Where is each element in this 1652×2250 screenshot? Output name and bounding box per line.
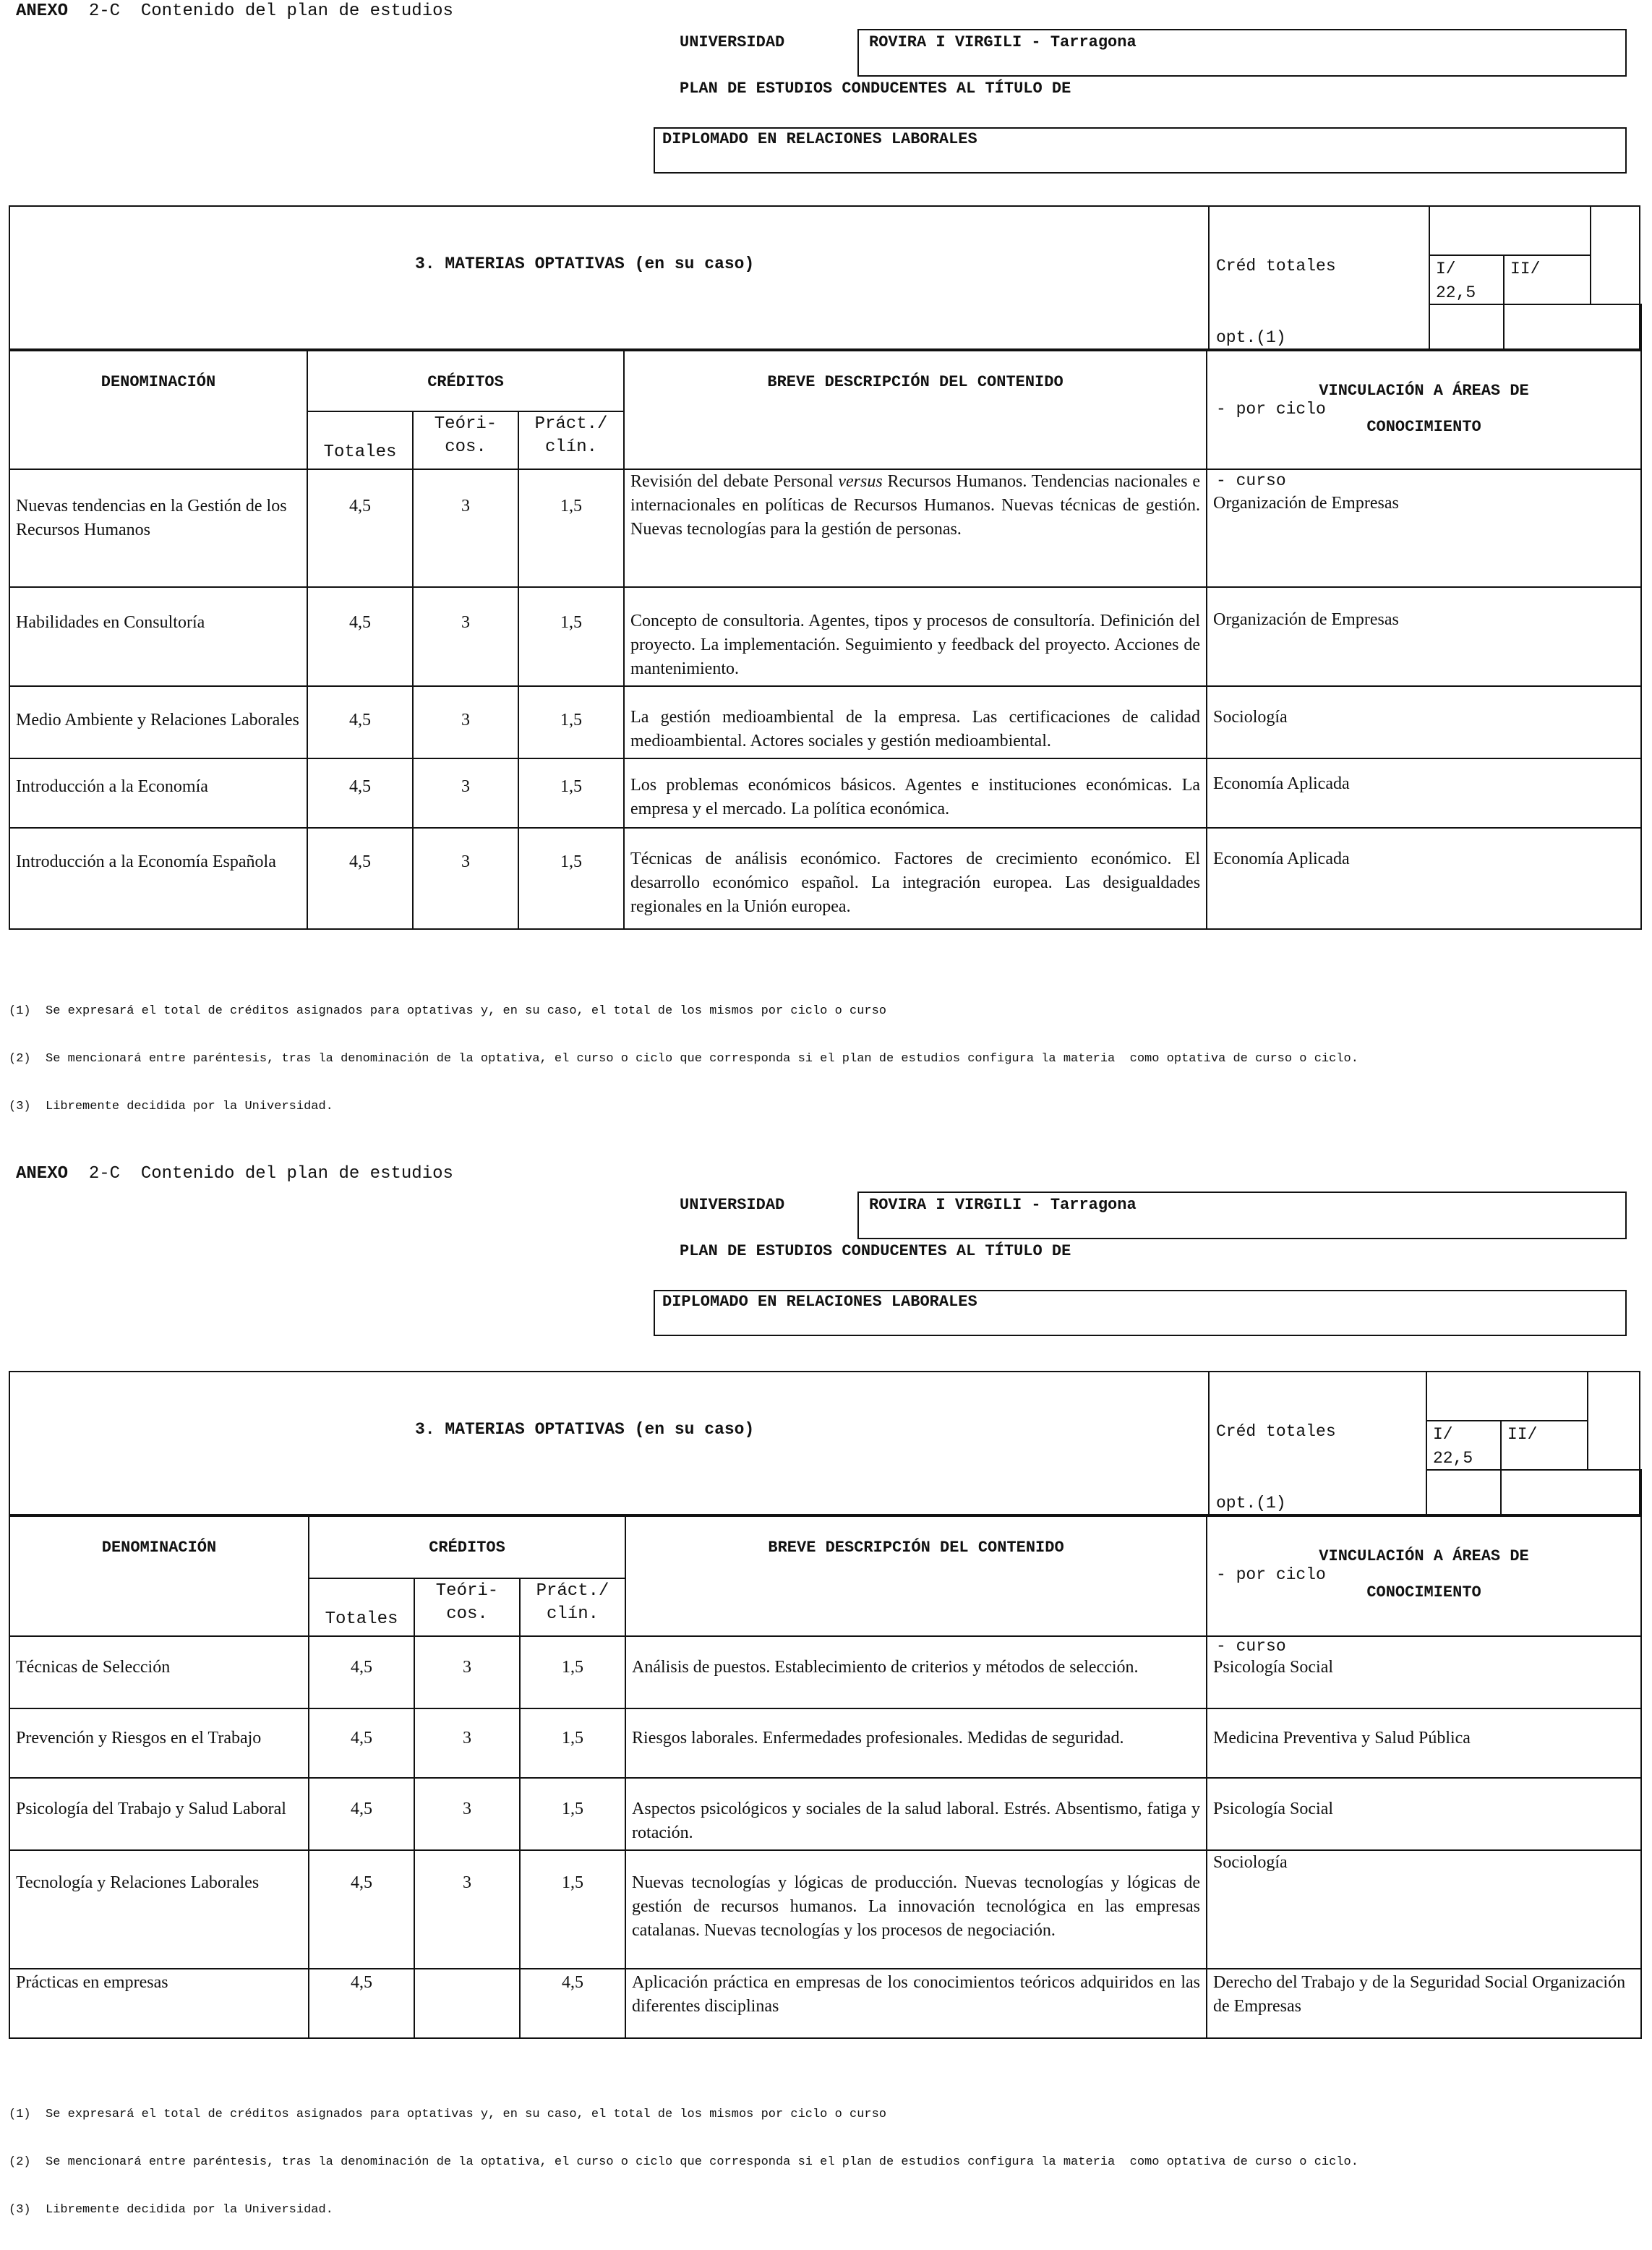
row-practicos: 1,5 bbox=[518, 469, 624, 587]
row-totales: 4,5 bbox=[309, 1778, 414, 1850]
ciclo-i-cell bbox=[1426, 1420, 1502, 1471]
row-denominacion: Nuevas tendencias en la Gestión de los Recursos Humanos bbox=[9, 469, 307, 587]
row-practicos: 1,5 bbox=[520, 1850, 625, 1969]
curso-i-cell bbox=[1429, 304, 1505, 350]
col-descripcion: BREVE DESCRIPCIÓN DEL CONTENIDO bbox=[625, 1516, 1207, 1636]
footnote-1: (1) Se expresará el total de créditos asignados para optativas y, en su caso, el total de los mismos por ciclo o curso bbox=[9, 1004, 886, 1018]
ciclo-ii-label: II/ bbox=[1507, 1425, 1538, 1444]
row-teoricos: 3 bbox=[414, 1636, 520, 1708]
row-descripcion: Riesgos laborales. Enfermedades profesionales. Medidas de seguridad. bbox=[625, 1708, 1207, 1778]
cred-line-2: opt.(1) bbox=[1216, 328, 1286, 347]
footnotes bbox=[9, 2075, 1358, 2250]
ciclo-i-cell bbox=[1429, 254, 1505, 305]
row-area: Organización de Empresas bbox=[1207, 587, 1641, 686]
col-vinculacion: VINCULACIÓN A ÁREAS DE CONOCIMIENTO bbox=[1207, 1516, 1641, 1636]
row-totales: 4,5 bbox=[307, 686, 413, 758]
row-practicos: 4,5 bbox=[520, 1969, 625, 2038]
row-area: Derecho del Trabajo y de la Seguridad Social Organización de Empresas bbox=[1207, 1969, 1641, 2038]
row-teoricos: 3 bbox=[413, 686, 518, 758]
footnote-1: (1) Se expresará el total de créditos asignados para optativas y, en su caso, el total de los mismos por ciclo o curso bbox=[9, 2108, 886, 2121]
page-section-2 bbox=[0, 1163, 1652, 2233]
plan-label: PLAN DE ESTUDIOS CONDUCENTES AL TÍTULO DE bbox=[680, 1242, 1071, 1260]
page-section-1 bbox=[0, 0, 1652, 1113]
divider bbox=[1208, 207, 1210, 348]
universidad-label: UNIVERSIDAD bbox=[680, 33, 785, 51]
row-descripcion: Aplicación práctica en empresas de los conocimientos teóricos adquiridos en las diferentes disciplinas bbox=[625, 1969, 1207, 2038]
col-totales: Totales bbox=[309, 1578, 414, 1636]
row-descripcion: Aspectos psicológicos y sociales de la salud laboral. Estrés. Absentismo, fatiga y rotación. bbox=[625, 1778, 1207, 1850]
anexo-heading: ANEXO 2-C Contenido del plan de estudios bbox=[16, 1, 453, 21]
row-denominacion: Técnicas de Selección bbox=[9, 1636, 309, 1708]
footnote-2: (2) Se mencionará entre paréntesis, tras la denominación de la optativa, el curso o ciclo que corresponda si el plan de estudios configura la materia como optativa de curso o ciclo. bbox=[9, 1052, 1358, 1066]
row-teoricos: 3 bbox=[413, 587, 518, 686]
ciclo-i-label: I/ bbox=[1433, 1425, 1453, 1444]
col-creditos: CRÉDITOS bbox=[309, 1516, 625, 1578]
col-creditos: CRÉDITOS bbox=[307, 351, 624, 411]
curso-i-cell bbox=[1426, 1469, 1502, 1515]
col-practicos: Práct./ clín. bbox=[520, 1578, 625, 1636]
materias-table-1 bbox=[9, 350, 1642, 930]
row-practicos: 1,5 bbox=[520, 1708, 625, 1778]
materias-table-2 bbox=[9, 1515, 1642, 2039]
row-area: Sociología bbox=[1207, 1850, 1641, 1969]
table-row bbox=[9, 686, 1641, 758]
ciclo-ii-cell bbox=[1500, 1420, 1588, 1471]
table-row bbox=[9, 1969, 1641, 2038]
row-teoricos: 3 bbox=[414, 1708, 520, 1778]
row-area: Psicología Social bbox=[1207, 1636, 1641, 1708]
row-teoricos: 3 bbox=[413, 828, 518, 929]
row-descripcion: Técnicas de análisis económico. Factores de crecimiento económico. El desarrollo económico español. La integración europea. Las desigualdades regionales en la Unión europea. bbox=[624, 828, 1207, 929]
row-teoricos: 3 bbox=[414, 1778, 520, 1850]
cred-line-1: Créd totales bbox=[1216, 257, 1336, 275]
curso-ii-cell bbox=[1500, 1469, 1642, 1515]
col-denominacion: DENOMINACIÓN bbox=[9, 351, 307, 469]
ciclo-i-value: 22,5 bbox=[1436, 283, 1476, 302]
cred-line-2: opt.(1) bbox=[1216, 1494, 1286, 1513]
universidad-value: ROVIRA I VIRGILI - Tarragona bbox=[869, 33, 1137, 51]
row-practicos: 1,5 bbox=[520, 1778, 625, 1850]
row-totales: 4,5 bbox=[307, 828, 413, 929]
col-practicos: Práct./ clín. bbox=[518, 411, 624, 469]
cred-line-3: - por ciclo bbox=[1216, 1565, 1326, 1584]
row-denominacion: Medio Ambiente y Relaciones Laborales bbox=[9, 686, 307, 758]
row-totales: 4,5 bbox=[307, 469, 413, 587]
section-title: 3. MATERIAS OPTATIVAS (en su caso) bbox=[415, 1420, 755, 1439]
cred-line-4: - curso bbox=[1216, 471, 1286, 490]
universidad-box bbox=[857, 1192, 1627, 1239]
cred-line-1: Créd totales bbox=[1216, 1422, 1336, 1441]
row-totales: 4,5 bbox=[307, 587, 413, 686]
row-totales: 4,5 bbox=[307, 758, 413, 828]
row-descripcion: Los problemas económicos básicos. Agentes e instituciones económicas. La empresa y el mercado. La política económica. bbox=[624, 758, 1207, 828]
universidad-label: UNIVERSIDAD bbox=[680, 1196, 785, 1214]
row-practicos: 1,5 bbox=[518, 828, 624, 929]
row-teoricos: 3 bbox=[413, 469, 518, 587]
row-practicos: 1,5 bbox=[518, 587, 624, 686]
col-vinculacion: VINCULACIÓN A ÁREAS DE CONOCIMIENTO bbox=[1207, 351, 1641, 469]
table-row bbox=[9, 1636, 1641, 1708]
titulo-value: DIPLOMADO EN RELACIONES LABORALES bbox=[662, 130, 977, 148]
col-denominacion: DENOMINACIÓN bbox=[9, 1516, 309, 1636]
row-area: Organización de Empresas bbox=[1207, 469, 1641, 587]
row-denominacion: Prácticas en empresas bbox=[9, 1969, 309, 2038]
ciclo-i-value: 22,5 bbox=[1433, 1449, 1473, 1468]
footnote-3: (3) Libremente decidida por la Universidad. bbox=[9, 1100, 333, 1113]
ciclo-i-label: I/ bbox=[1436, 260, 1456, 278]
row-descripcion: Nuevas tecnologías y lógicas de producción. Nuevas tecnologías y lógicas de gestión de recursos humanos. La innovación tecnológica en las empresas catalanas. Nuevas tecnologías y los procesos de negociación. bbox=[625, 1850, 1207, 1969]
row-totales: 4,5 bbox=[309, 1969, 414, 2038]
cred-line-4: - curso bbox=[1216, 1637, 1286, 1656]
row-teoricos: 3 bbox=[414, 1850, 520, 1969]
italic-word: versus bbox=[838, 472, 883, 491]
row-denominacion: Prevención y Riesgos en el Trabajo bbox=[9, 1708, 309, 1778]
table-row bbox=[9, 1708, 1641, 1778]
table-row bbox=[9, 587, 1641, 686]
ciclo-ii-label: II/ bbox=[1510, 260, 1541, 278]
cred-top-cell bbox=[1426, 1371, 1588, 1421]
row-teoricos: 3 bbox=[413, 758, 518, 828]
curso-ii-cell bbox=[1503, 304, 1642, 350]
row-practicos: 1,5 bbox=[518, 686, 624, 758]
cred-line-3: - por ciclo bbox=[1216, 400, 1326, 419]
row-area: Sociología bbox=[1207, 686, 1641, 758]
row-practicos: 1,5 bbox=[518, 758, 624, 828]
row-descripcion: Concepto de consultoria. Agentes, tipos y procesos de consultoría. Definición del proyecto. La implementación. Seguimiento y feedback del proyecto. Acciones de mantenimiento. bbox=[624, 587, 1207, 686]
cred-top-cell bbox=[1429, 205, 1591, 256]
row-totales: 4,5 bbox=[309, 1850, 414, 1969]
table-row bbox=[9, 469, 1641, 587]
plan-label: PLAN DE ESTUDIOS CONDUCENTES AL TÍTULO DE bbox=[680, 80, 1071, 98]
row-denominacion: Habilidades en Consultoría bbox=[9, 587, 307, 686]
row-area: Medicina Preventiva y Salud Pública bbox=[1207, 1708, 1641, 1778]
col-descripcion: BREVE DESCRIPCIÓN DEL CONTENIDO bbox=[624, 351, 1207, 469]
row-descripcion: Análisis de puestos. Establecimiento de criterios y métodos de selección. bbox=[625, 1636, 1207, 1708]
table-row bbox=[9, 758, 1641, 828]
row-descripcion: Revisión del debate Personal versus Recursos Humanos. Tendencias nacionales e internacionales en políticas de Recursos Humanos. Nuevas técnicas de gestión. Nuevas tecnologías para la gestión de personas. bbox=[624, 469, 1207, 587]
row-area: Economía Aplicada bbox=[1207, 758, 1641, 828]
section-title: 3. MATERIAS OPTATIVAS (en su caso) bbox=[415, 254, 755, 273]
table-row bbox=[9, 828, 1641, 929]
row-denominacion: Introducción a la Economía bbox=[9, 758, 307, 828]
col-teoricos: Teóri- cos. bbox=[414, 1578, 520, 1636]
row-descripcion: La gestión medioambiental de la empresa. Las certificaciones de calidad medioambiental. Actores sociales y gestión medioambiental. bbox=[624, 686, 1207, 758]
universidad-box bbox=[857, 29, 1627, 77]
footnote-2: (2) Se mencionará entre paréntesis, tras la denominación de la optativa, el curso o ciclo que corresponda si el plan de estudios configura la materia como optativa de curso o ciclo. bbox=[9, 2155, 1358, 2169]
row-practicos: 1,5 bbox=[520, 1636, 625, 1708]
ciclo-ii-cell bbox=[1503, 254, 1591, 305]
col-teoricos: Teóri- cos. bbox=[413, 411, 518, 469]
universidad-value: ROVIRA I VIRGILI - Tarragona bbox=[869, 1196, 1137, 1214]
row-denominacion: Tecnología y Relaciones Laborales bbox=[9, 1850, 309, 1969]
col-totales: Totales bbox=[307, 411, 413, 469]
row-area: Economía Aplicada bbox=[1207, 828, 1641, 929]
divider bbox=[1208, 1372, 1210, 1514]
footnote-3: (3) Libremente decidida por la Universidad. bbox=[9, 2203, 333, 2217]
titulo-box bbox=[654, 1290, 1627, 1336]
row-denominacion: Psicología del Trabajo y Salud Laboral bbox=[9, 1778, 309, 1850]
footnotes bbox=[9, 972, 1358, 1147]
row-totales: 4,5 bbox=[309, 1708, 414, 1778]
anexo-heading: ANEXO 2-C Contenido del plan de estudios bbox=[16, 1164, 453, 1184]
row-area: Psicología Social bbox=[1207, 1778, 1641, 1850]
titulo-box bbox=[654, 127, 1627, 174]
row-totales: 4,5 bbox=[309, 1636, 414, 1708]
table-row bbox=[9, 1778, 1641, 1850]
titulo-value: DIPLOMADO EN RELACIONES LABORALES bbox=[662, 1293, 977, 1311]
table-row bbox=[9, 1850, 1641, 1969]
row-denominacion: Introducción a la Economía Española bbox=[9, 828, 307, 929]
row-teoricos bbox=[414, 1969, 520, 2038]
